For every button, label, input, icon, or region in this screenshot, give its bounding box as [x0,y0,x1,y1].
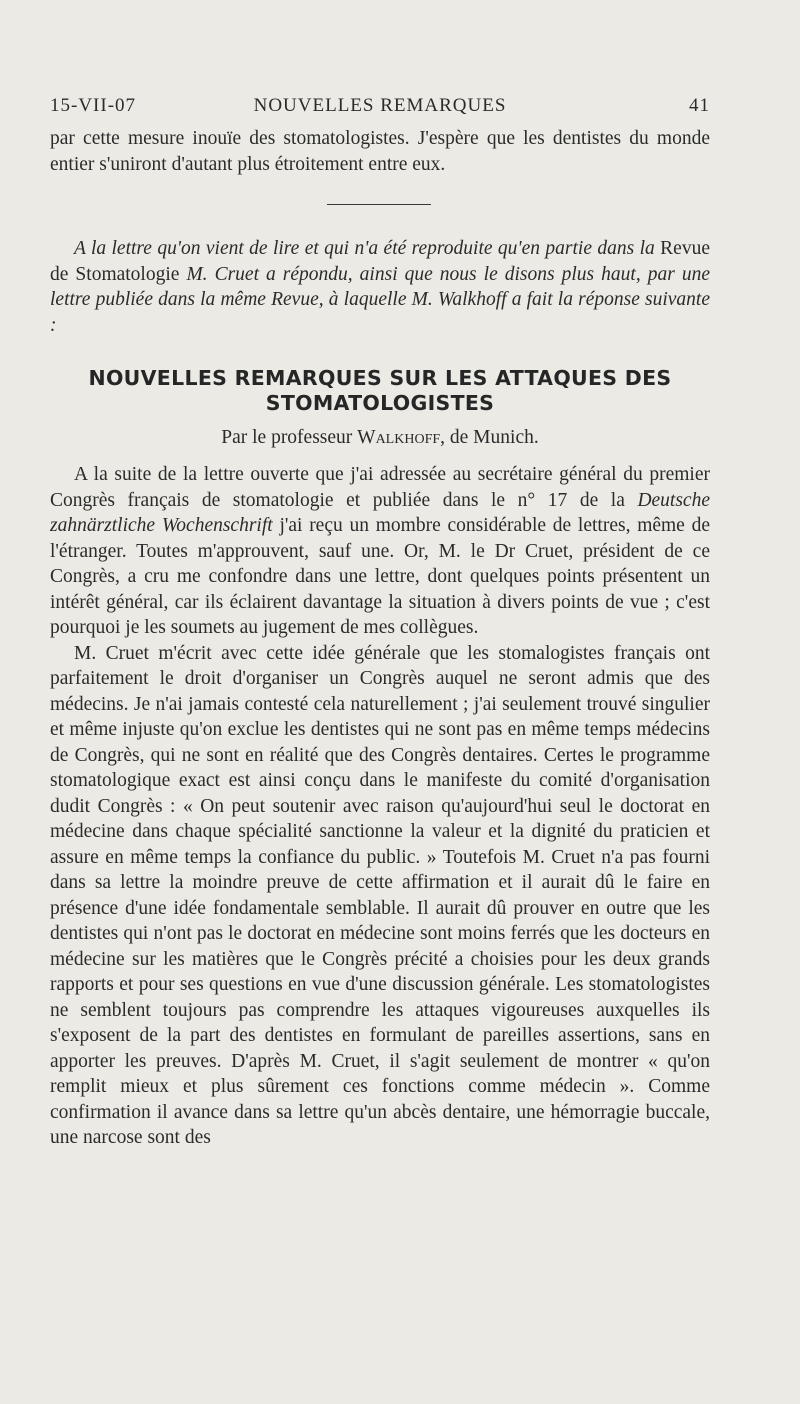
p1-journal-name: Deutsche zahnärztliche Wochenschrift [50,489,710,536]
body-paragraph-2: M. Cruet m'écrit avec cette idée générale que les stomalogistes français ont parfaitement le droit d'organiser un Congrès auquel ne seront admis que des médecins. Je n'ai jamais contesté cela naturellement ; j'ai seulement trouvé singulier et même injuste qu'on exclue les dentistes qui ne sont pas en même temps médecins de Congrès, qui ne sont en réalité que des Congrès dentaires. Certes le programme stomatologique exact est ainsi conçu dans le manifeste du comité d'organisation dudit Congrès : « On peut soutenir avec raison qu'aujourd'hui seul le doctorat en médecine dans chaque spécialité sanctionne la valeur et la dignité du praticien et assure en même temps la confiance du public. » Toutefois M. Cruet n'a pas fourni dans sa lettre la moindre preuve de cette affirmation et il aurait dû le faire en présence d'une idée fondamentale semblable. Il aurait dû prouver en outre que les dentistes qui n'ont pas le doctorat en médecine sont moins ferrés que les docteurs en médecine sur les matières que le Congrès précité a choisies pour les deux grands rapports et pour ses questions en vue d'une discussion générale. Les stomatologistes ne semblent toujours pas comprendre les attaques vigoureuses auxquelles ils s'exposent de la part des dentistes en formulant de pareilles assertions, sans en apporter les preuves. D'après M. Cruet, il s'agit seulement de montrer « qu'on remplit mieux et plus sûrement ces fonctions comme médecin ». Comme confirmation il avance dans sa lettre qu'un abcès dentaire, une hémorragie buccale, une narcose sont des [50,642,710,1148]
page-number: 41 [689,95,710,116]
p1-text-2: j'ai reçu un mombre considérable de lettres, même de l'étranger. Toutes m'approuvent, sauf une. Or, M. le Dr Cruet, président de ce Congrès, a cru me confondre dans une lettre, dont quelques points présentent un intérêt général, car ils éclairent davantage la situation à divers points de vue ; c'est pourquoi je les soumets au jugement de mes collègues. [50,515,710,638]
editorial-note [50,236,710,338]
article-body [50,462,710,1151]
byline-prefix: Par le professeur [221,427,358,448]
byline-author: Walkhoff [357,427,441,448]
body-paragraph-1 [50,462,710,641]
editorial-text-1: A la lettre qu'on vient de lire et qui n'a été reproduite qu'en partie dans la [74,238,661,259]
editorial-journal-name: Revue de Stomatologie [50,238,710,285]
header-date: 15-VII-07 [50,95,137,116]
intro-block [50,126,710,177]
intro-paragraph: par cette mesure inouïe des stomatologistes. J'espère que les dentistes du monde entier s'uniront d'autant plus étroitement entre eux. [50,128,710,175]
byline-suffix: , de Munich. [440,427,539,448]
editorial-paragraph [50,236,710,338]
article-byline [50,427,710,449]
editorial-text-2: M. Cruet a répondu, ainsi que nous le disons plus haut, par une lettre publiée dans la même Revue, à laquelle M. Walkhoff a fait la réponse suivante : [50,263,710,336]
article-title-line-2: STOMATOLOGISTES [265,391,495,415]
article-title-line-1: NOUVELLES REMARQUES SUR LES ATTAQUES DES [88,366,672,390]
section-divider [327,204,431,205]
running-header [50,95,710,123]
p1-text-1: A la suite de la lettre ouverte que j'ai adressée au secrétaire général du premier Congrès français de stomatologie et publiée dans le n° 17 de la [50,464,710,511]
header-title: NOUVELLES REMARQUES [253,95,507,116]
article-title [50,366,710,416]
